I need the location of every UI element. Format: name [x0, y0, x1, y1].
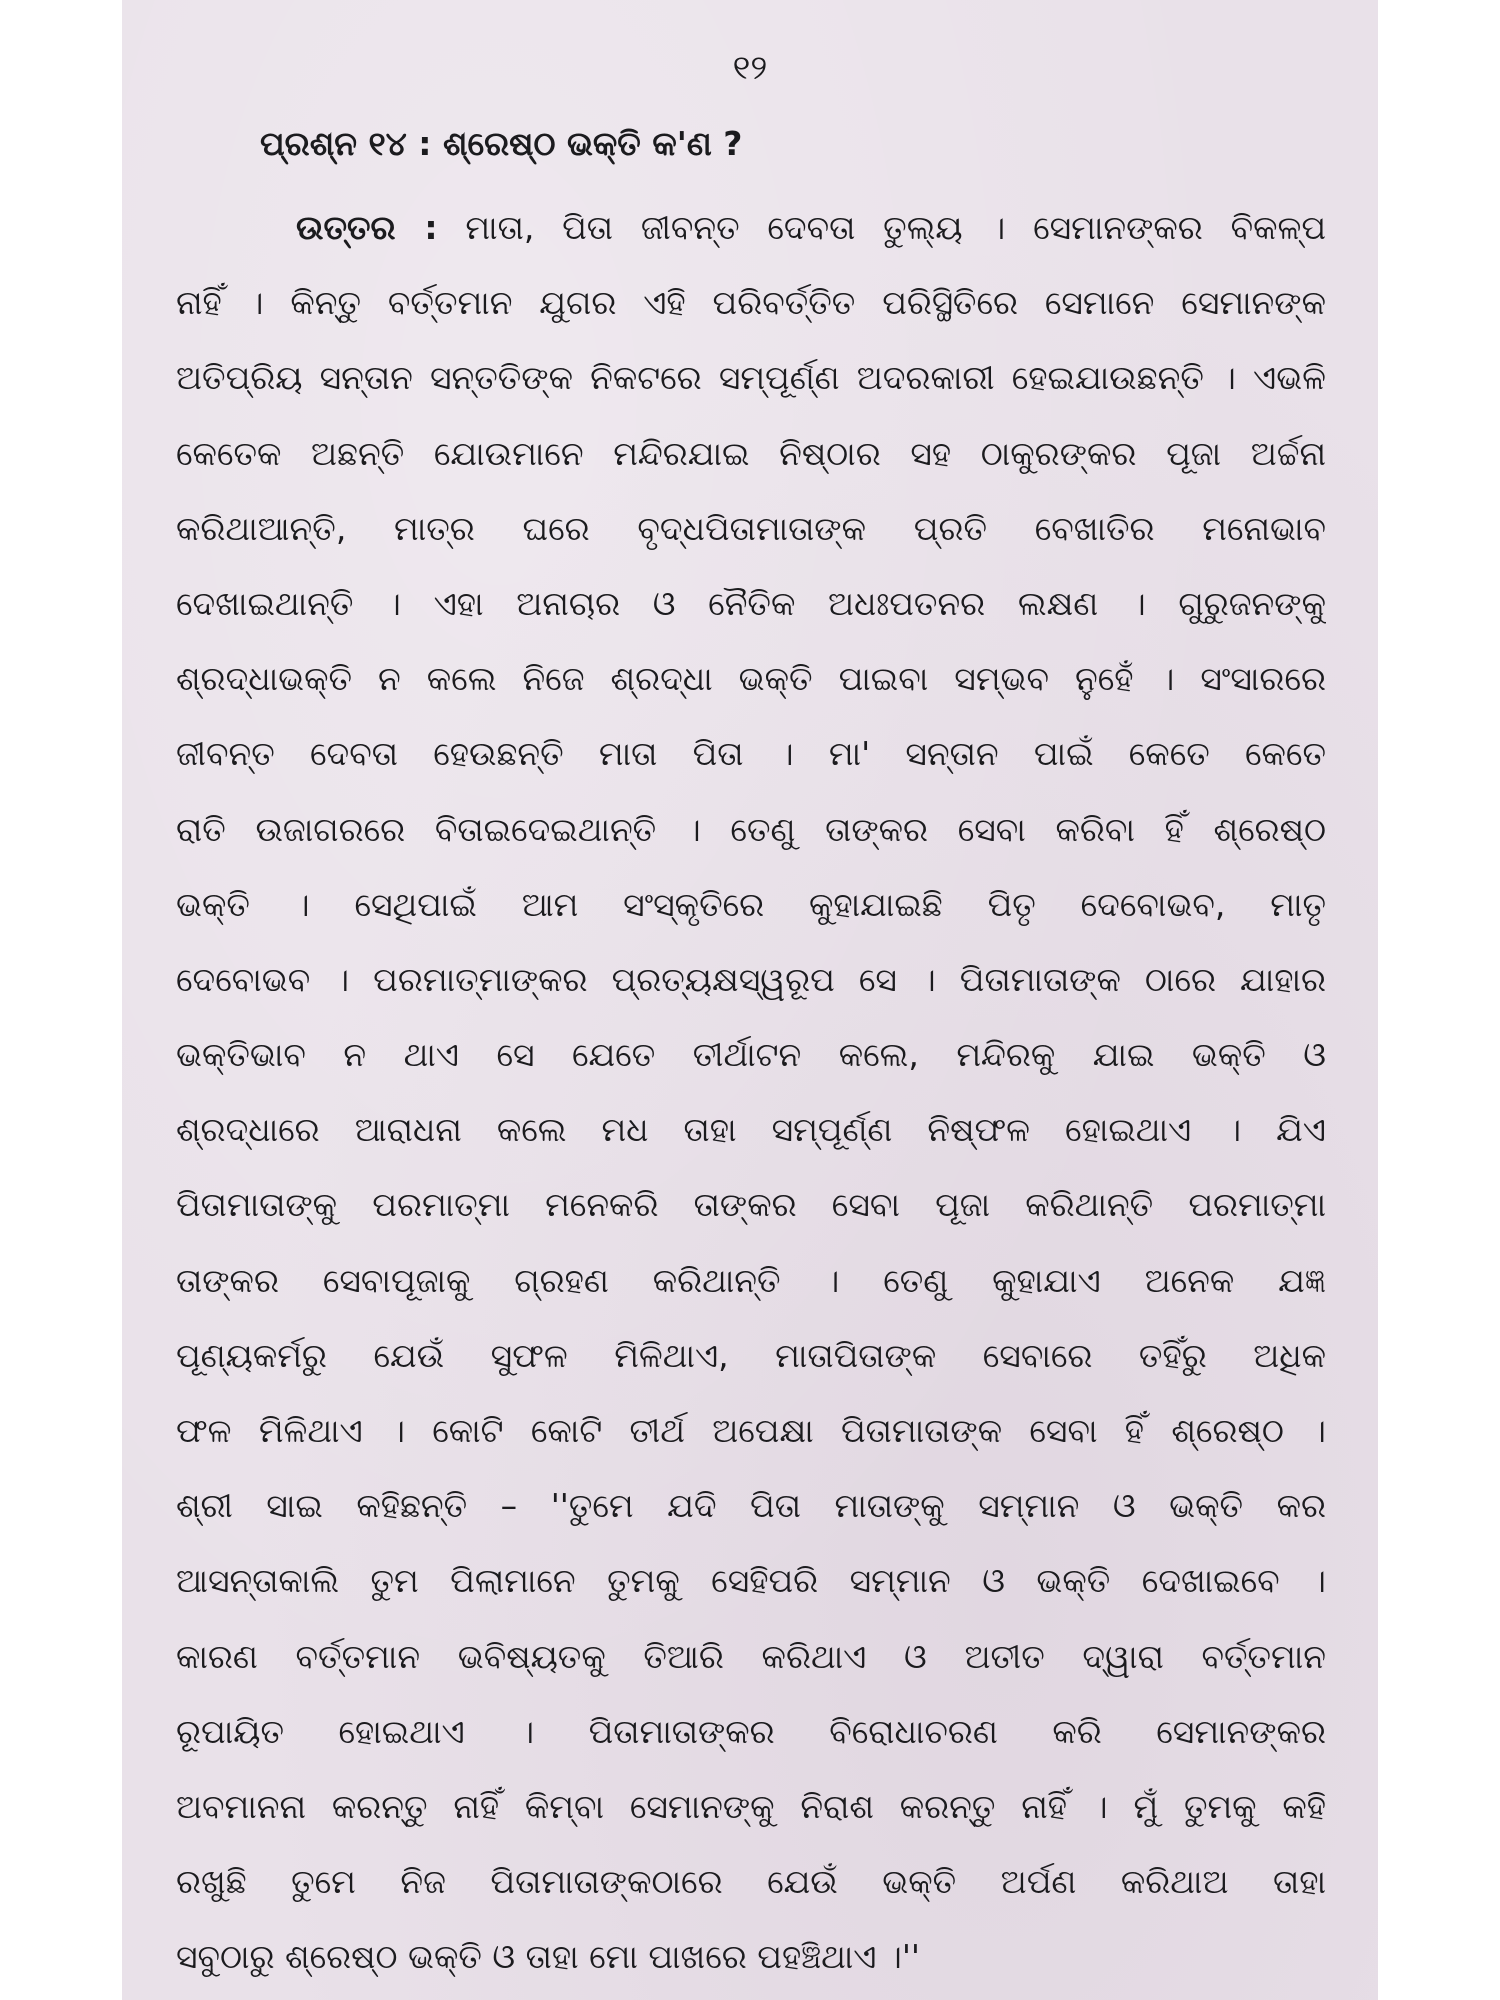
answer-line: ଦେଖାଇଥାନ୍ତି । ଏହା ଅନାଚାର ଓ ନୈତିକ ଅଧଃପତନର ଲକ୍ଷଣ । ଗୁରୁଜନଙ୍କୁ	[176, 583, 1326, 623]
answer-line: ସବୁଠାରୁ ଶ୍ରେଷ୍ଠ ଭକ୍ତି ଓ ତାହା ମୋ ପାଖରେ ପହଞ୍ଚିଥାଏ ।''	[176, 1937, 920, 1977]
answer-line: ଜୀବନ୍ତ ଦେବତା ହେଉଛନ୍ତି ମାତା ପିତା । ମା' ସନ୍ତାନ ପାଇଁ କେତେ କେତେ	[176, 734, 1326, 774]
answer-line: ଭକ୍ତି । ସେଥିପାଇଁ ଆମ ସଂସ୍କୃତିରେ କୁହାଯାଇଛି ପିତୃ ଦେବୋଭବ, ମାତୃ	[176, 884, 1326, 924]
answer-line: କରିଥାଆନ୍ତି, ମାତ୍ର ଘରେ ବୃଦ୍ଧପିତାମାତାଙ୍କ ପ୍ରତି ବେଖାତିର ମନୋଭାବ	[176, 508, 1326, 548]
answer-line: ଶ୍ରଦ୍ଧାଭକ୍ତି ନ କଲେ ନିଜେ ଶ୍ରଦ୍ଧା ଭକ୍ତି ପାଇବା ସମ୍ଭବ ନୁହେଁ । ସଂସାରରେ	[176, 659, 1326, 699]
answer-line: କେତେକ ଅଛନ୍ତି ଯୋଉମାନେ ମନ୍ଦିରଯାଇ ନିଷ୍ଠାର ସହ ଠାକୁରଙ୍କର ପୂଜା ଅର୍ଚ୍ଚନା	[176, 433, 1326, 473]
answer-line: ଶ୍ରୀ ସାଇ କହିଛନ୍ତି – ''ତୁମେ ଯଦି ପିତା ମାତାଙ୍କୁ ସମ୍ମାନ ଓ ଭକ୍ତି କର	[176, 1486, 1326, 1526]
answer-line: ତାଙ୍କର ସେବାପୂଜାକୁ ଗ୍ରହଣ କରିଥାନ୍ତି । ତେଣୁ କୁହାଯାଏ ଅନେକ ଯଜ୍ଞ	[176, 1260, 1326, 1300]
answer-line: ଫଳ ମିଳିଥାଏ । କୋଟି କୋଟି ତୀର୍ଥ ଅପେକ୍ଷା ପିତାମାତାଙ୍କ ସେବା ହିଁ ଶ୍ରେଷ୍ଠ ।	[176, 1411, 1326, 1450]
answer-line-text: ମାତା, ପିତା ଜୀବନ୍ତ ଦେବତା ତୁଲ୍ୟ । ସେମାନଙ୍କର ବିକଳ୍ପ	[465, 208, 1326, 247]
answer-line: ରୂପାୟିତ ହୋଇଥାଏ । ପିତାମାତାଙ୍କର ବିରୋଧାଚରଣ କରି ସେମାନଙ୍କର	[176, 1711, 1326, 1751]
answer-line: ଅତିପ୍ରିୟ ସନ୍ତାନ ସନ୍ତତିଙ୍କ ନିକଟରେ ସମ୍ପୂର୍ଣ୍ଣ ଅଦରକାରୀ ହେଇଯାଉଛନ୍ତି । ଏଭଳି	[176, 358, 1326, 398]
answer-line: ରଖୁଛି ତୁମେ ନିଜ ପିତାମାତାଙ୍କଠାରେ ଯେଉଁ ଭକ୍ତି ଅର୍ପଣ କରିଥାଅ ତାହା	[176, 1862, 1326, 1902]
answer-line: ପିତାମାତାଙ୍କୁ ପରମାତ୍ମା ମନେକରି ତାଙ୍କର ସେବା ପୂଜା କରିଥାନ୍ତି ପରମାତ୍ମା	[176, 1185, 1326, 1225]
answer-text	[176, 190, 1326, 1995]
answer-line: ଦେବୋଭବ । ପରମାତ୍ମାଙ୍କର ପ୍ରତ୍ୟକ୍ଷସ୍ୱରୂପ ସେ । ପିତାମାତାଙ୍କ ଠାରେ ଯାହାର	[176, 959, 1326, 999]
answer-line: ପୂଣ୍ୟକର୍ମରୁ ଯେଉଁ ସୁଫଳ ମିଳିଥାଏ, ମାତାପିତାଙ୍କ ସେବାରେ ତହିଁରୁ ଅଧିକ	[176, 1335, 1326, 1375]
answer-line: ଆସନ୍ତାକାଲି ତୁମ ପିଲାମାନେ ତୁମକୁ ସେହିପରି ସମ୍ମାନ ଓ ଭକ୍ତି ଦେଖାଇବେ ।	[176, 1561, 1326, 1601]
book-page	[122, 0, 1378, 2000]
answer-line: ରାତି ଉଜାଗରରେ ବିତାଇଦେଇଥାନ୍ତି । ତେଣୁ ତାଙ୍କର ସେବା କରିବା ହିଁ ଶ୍ରେଷ୍ଠ	[176, 809, 1326, 849]
answer-line: ଅବମାନନା କରନ୍ତୁ ନାହିଁ କିମ୍ବା ସେମାନଙ୍କୁ ନିରାଶ କରନ୍ତୁ ନାହିଁ । ମୁଁ ତୁମକୁ କହି	[176, 1786, 1326, 1826]
answer-line: ଭକ୍ତିଭାବ ନ ଥାଏ ସେ ଯେତେ ତୀର୍ଥାଟନ କଲେ, ମନ୍ଦିରକୁ ଯାଇ ଭକ୍ତି ଓ	[176, 1035, 1326, 1075]
answer-line	[176, 190, 1326, 265]
answer-line: ନାହିଁ । କିନ୍ତୁ ବର୍ତ୍ତମାନ ଯୁଗର ଏହି ପରିବର୍ତ୍ତିତ ପରିସ୍ଥିତିରେ ସେମାନେ ସେମାନଙ୍କ	[176, 283, 1326, 323]
answer-label: ଉତ୍ତର :	[296, 208, 438, 247]
page-number: ୧୨	[732, 48, 768, 88]
answer-line: କାରଣ ବର୍ତ୍ତମାନ ଭବିଷ୍ୟତକୁ ତିଆରି କରିଥାଏ ଓ ଅତୀତ ଦ୍ୱାରା ବର୍ତ୍ତମାନ	[176, 1636, 1326, 1676]
question-heading: ପ୍ରଶ୍ନ ୧୪ : ଶ୍ରେଷ୍ଠ ଭକ୍ତି କ'ଣ ?	[260, 124, 743, 163]
answer-line: ଶ୍ରଦ୍ଧାରେ ଆରାଧନା କଲେ ମଧ ତାହା ସମ୍ପୂର୍ଣ୍ଣ ନିଷ୍ଫଳ ହୋଇଥାଏ । ଯିଏ	[176, 1110, 1326, 1150]
